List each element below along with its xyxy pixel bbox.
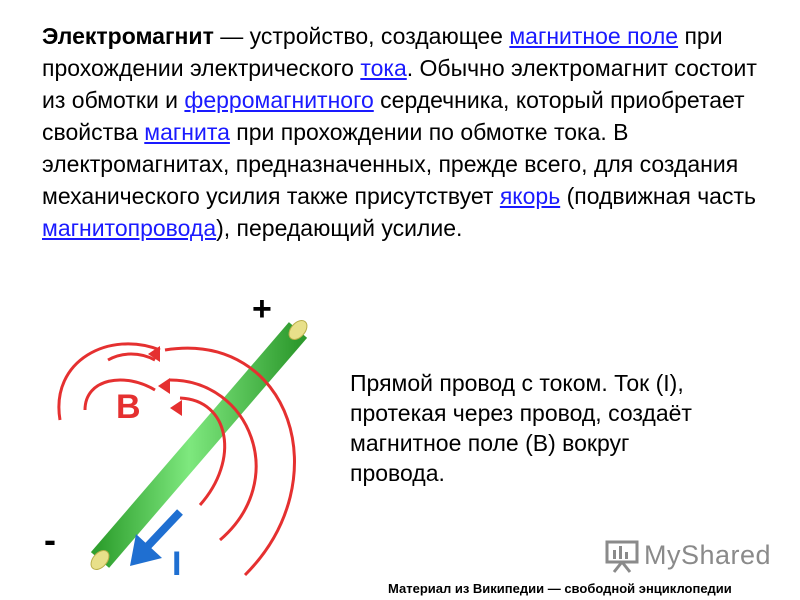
link-magnetic-field[interactable]: магнитное поле xyxy=(509,23,679,49)
text-segment: ), передающий усилие. xyxy=(216,215,463,241)
text-segment: при прохождении электрического xyxy=(42,23,723,81)
link-magnet[interactable]: магнита xyxy=(144,119,230,145)
text-segment: сердечника, который приобретает свойства xyxy=(42,87,745,145)
current-label-i: I xyxy=(172,545,182,583)
wire-field-illustration xyxy=(30,290,330,595)
link-armature[interactable]: якорь xyxy=(499,183,561,209)
link-magnetic-circuit[interactable]: магнитопровода xyxy=(42,215,217,241)
link-ferromagnetic[interactable]: ферромагнитного xyxy=(184,87,374,113)
link-current[interactable]: тока xyxy=(360,55,407,81)
text-segment: — устройство, создающее xyxy=(213,23,510,49)
myshared-logo xyxy=(604,536,774,576)
text-segment: при прохождении по обмотке тока. В электромагнитах, предназначенных, прежде всего, для создания механического усилия также присутствует xyxy=(42,119,739,209)
minus-sign: - xyxy=(44,519,56,560)
logo-text: MyShared xyxy=(644,540,772,570)
figure-caption: Прямой провод с током. Ток (I), протекая через провод, создаёт магнитное поле (B) вокруг провода. xyxy=(350,370,692,486)
text-segment: . Обычно электромагнит состоит из обмотки и xyxy=(42,55,757,113)
term-title: Электромагнит xyxy=(42,23,214,49)
presentation-board-icon xyxy=(604,538,640,574)
plus-sign: + xyxy=(252,290,272,328)
source-footer: Материал из Википедии — свободной энциклопедии xyxy=(388,581,732,596)
magnetic-field-lines xyxy=(59,344,160,420)
article-paragraph xyxy=(42,20,782,244)
field-label-b: B xyxy=(116,388,141,426)
text-segment: (подвижная часть xyxy=(560,183,756,209)
